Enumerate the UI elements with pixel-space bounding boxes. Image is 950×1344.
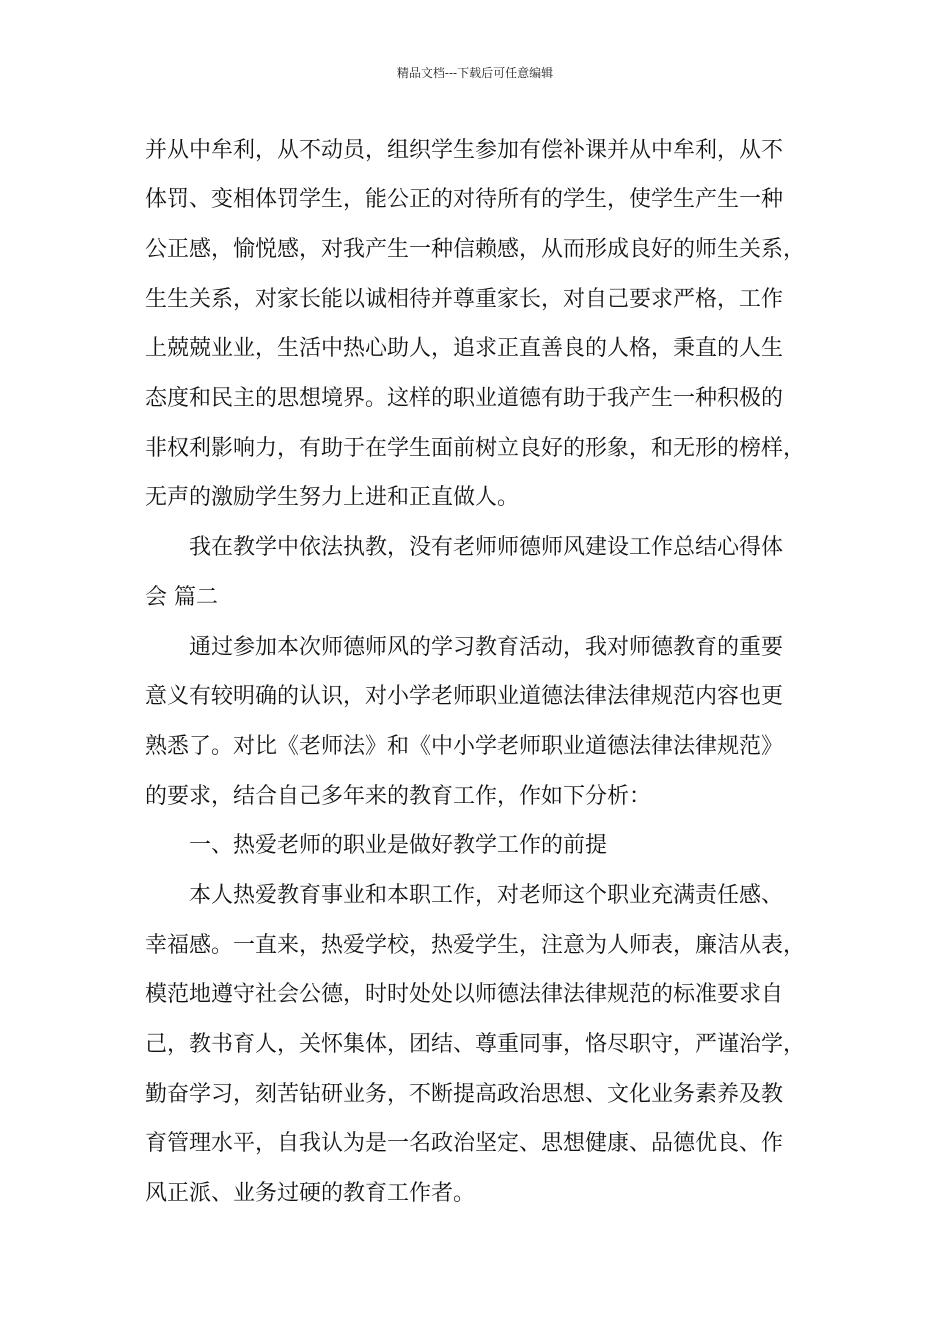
text-line: 己，教书育人，关怀集体，团结、尊重同事，恪尽职守，严谨治学，	[145, 1032, 806, 1057]
text-line: 上兢兢业业，生活中热心助人，追求正直善良的人格，秉直的人生	[145, 336, 784, 361]
text-line: 勤奋学习，刻苦钻研业务，不断提高政治思想、文化业务素养及教	[145, 1082, 784, 1107]
text-line: 熟悉了。对比《老师法》和《中小学老师职业道德法律法律规范》	[145, 734, 784, 759]
text-line: 并从中牟利，从不动员，组织学生参加有偿补课并从中牟利，从不	[145, 138, 784, 163]
paragraph-first-line: 通过参加本次师德师风的学习教育活动，我对师德教育的重要	[189, 635, 784, 660]
text-line: 态度和民主的思想境界。这样的职业道德有助于我产生一种积极的	[145, 386, 784, 411]
paragraph-first-line: 本人热爱教育事业和本职工作，对老师这个职业充满责任感、	[189, 883, 784, 908]
text-line: 风正派、业务过硬的教育工作者。	[145, 1181, 476, 1206]
section-heading: 一、热爱老师的职业是做好教学工作的前提	[189, 833, 608, 858]
text-line: 育管理水平，自我认为是一名政治坚定、思想健康、品德优良、作	[145, 1131, 784, 1156]
text-line: 无声的激励学生努力上进和正直做人。	[145, 485, 520, 510]
text-line: 幸福感。一直来，热爱学校，热爱学生，注意为人师表，廉洁从表，	[145, 933, 806, 958]
text-line: 公正感，愉悦感，对我产生一种信赖感，从而形成良好的师生关系，	[145, 237, 806, 262]
text-line: 生生关系，对家长能以诚相待并尊重家长，对自己要求严格，工作	[145, 287, 784, 312]
text-line: 模范地遵守社会公德，时时处处以师德法律法律规范的标准要求自	[145, 982, 784, 1007]
text-line: 会 篇二	[145, 585, 218, 610]
paragraph-first-line: 我在教学中依法执教，没有老师师德师风建设工作总结心得体	[189, 535, 784, 560]
page-header: 精品文档---下载后可任意编辑	[396, 66, 554, 80]
text-line: 意义有较明确的认识，对小学老师职业道德法律法律规范内容也更	[145, 684, 784, 709]
text-line: 非权利影响力，有助于在学生面前树立良好的形象，和无形的榜样，	[145, 436, 806, 461]
text-line: 体罚、变相体罚学生，能公正的对待所有的学生，使学生产生一种	[145, 187, 784, 212]
text-line: 的要求，结合自己多年来的教育工作，作如下分析：	[145, 784, 652, 809]
